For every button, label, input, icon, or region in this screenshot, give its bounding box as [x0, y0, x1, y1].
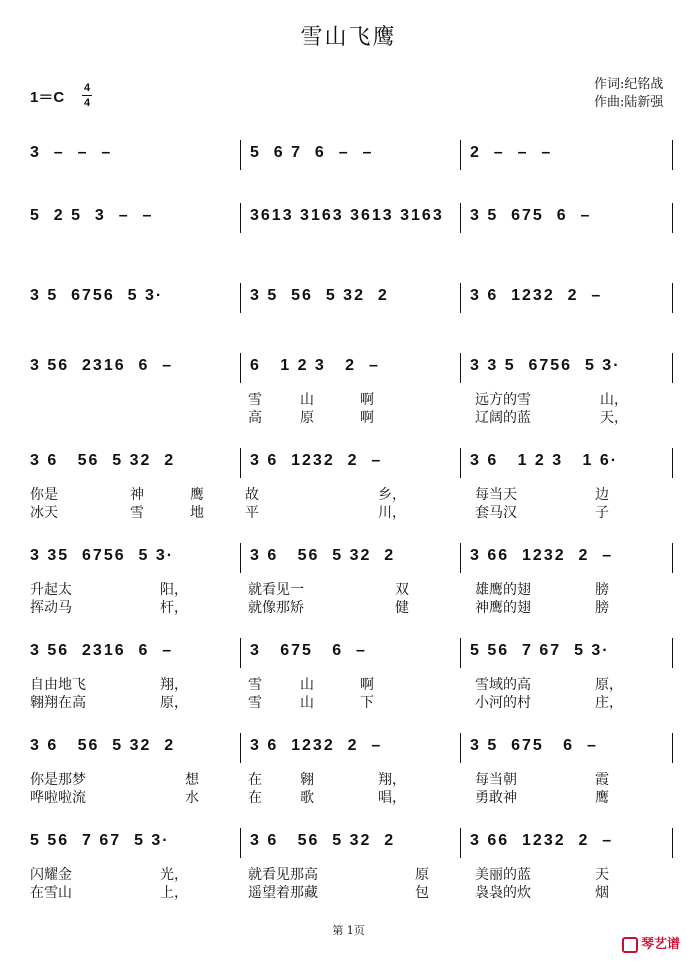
lyric-word: 原 — [300, 410, 314, 426]
lyric-word: 杆， — [160, 600, 188, 616]
lyric-word: 每当朝 — [475, 772, 517, 788]
barline — [240, 353, 241, 383]
lyric-word: 雄鹰的翅 — [475, 582, 531, 598]
measure-notes: 3 6 56 5 32 2 — [30, 452, 176, 469]
lyric-word: 原 — [415, 867, 429, 883]
lyric-word: 哗啦啦流 — [30, 790, 86, 806]
lyric-word: 健 — [395, 600, 409, 616]
lyric-word: 神鹰的翅 — [475, 600, 531, 616]
lyric-word: 雪 — [248, 677, 262, 693]
notation-line — [0, 638, 697, 664]
notation-line — [0, 733, 697, 759]
measure-notes: 3 5 675 6 – — [470, 737, 598, 754]
lyric-word: 翱 — [300, 772, 314, 788]
measure-notes: 3 66 1232 2 – — [470, 547, 614, 564]
lyric-word: 地 — [190, 505, 204, 521]
measure-notes: 2 – – – — [470, 144, 553, 161]
lyric-word: 川， — [378, 505, 406, 521]
measure-notes: 3 35 6756 5 3· — [30, 547, 175, 564]
measure-notes: 3 6 56 5 32 2 — [250, 547, 396, 564]
lyric-line — [0, 787, 697, 804]
lyric-word: 美丽的蓝 — [475, 867, 531, 883]
lyric-word: 翔， — [378, 772, 406, 788]
lyric-word: 你是那梦 — [30, 772, 86, 788]
lyric-word: 小河的村 — [475, 695, 531, 711]
lyric-word: 膀 — [595, 582, 609, 598]
lyric-line — [0, 484, 697, 501]
lyric-word: 膀 — [595, 600, 609, 616]
barline — [460, 353, 461, 383]
barline — [672, 733, 673, 763]
barline — [672, 203, 673, 233]
song-title: 雪山飞鹰 — [300, 25, 397, 50]
lyric-word: 啊 — [360, 677, 374, 693]
measure-notes: 5 56 7 67 5 3· — [30, 832, 170, 849]
barline — [460, 283, 461, 313]
lyric-line — [0, 769, 697, 786]
lyric-word: 冰天 — [30, 505, 58, 521]
lyric-line — [0, 579, 697, 596]
lyric-word: 挥动马 — [30, 600, 72, 616]
measure-notes: 3 5 6756 5 3· — [30, 287, 164, 304]
measure-notes: 3 6 1232 2 – — [250, 452, 383, 469]
lyric-word: 山 — [300, 695, 314, 711]
lyric-word: 烟 — [595, 885, 609, 901]
measure-notes: 3 6 1232 2 – — [470, 287, 603, 304]
notation-line — [0, 543, 697, 569]
brand-logo — [622, 933, 680, 953]
measure-notes: 3 56 2316 6 – — [30, 357, 174, 374]
time-signature — [82, 82, 92, 109]
lyric-word: 天， — [600, 410, 628, 426]
lyric-line — [0, 597, 697, 614]
lyric-word: 遥望着那藏 — [248, 885, 318, 901]
barline — [672, 543, 673, 573]
lyric-word: 远方的雪 — [475, 392, 531, 408]
lyric-word: 鹰 — [595, 790, 609, 806]
measure-notes: 6 1 2 3 2 – — [250, 357, 380, 374]
lyric-word: 故 — [245, 487, 259, 503]
barline — [460, 140, 461, 170]
barline — [240, 543, 241, 573]
lyric-word: 乡， — [378, 487, 406, 503]
lyric-word: 原， — [595, 677, 623, 693]
measure-notes: 3 6 56 5 32 2 — [250, 832, 396, 849]
lyric-word: 水 — [185, 790, 199, 806]
lyric-word: 升起太 — [30, 582, 72, 598]
time-denominator: 4 — [83, 97, 91, 109]
lyric-word: 下 — [360, 695, 374, 711]
barline — [672, 638, 673, 668]
barline — [460, 638, 461, 668]
lyric-word: 雪 — [248, 392, 262, 408]
notation-line — [0, 828, 697, 854]
lyric-word: 在雪山 — [30, 885, 72, 901]
measure-notes: 3 6 1232 2 – — [250, 737, 383, 754]
lyric-word: 双 — [395, 582, 409, 598]
lyric-word: 歌 — [300, 790, 314, 806]
key-signature: 1＝C — [30, 89, 65, 106]
notation-line — [0, 203, 697, 229]
lyric-word: 上， — [160, 885, 188, 901]
lyric-word: 原， — [160, 695, 188, 711]
barline — [672, 448, 673, 478]
barline — [240, 448, 241, 478]
barline — [240, 733, 241, 763]
notation-line — [0, 140, 697, 166]
composer: 作曲:陆新强 — [594, 95, 664, 110]
lyric-word: 庄， — [595, 695, 623, 711]
lyric-word: 你是 — [30, 487, 58, 503]
lyric-word: 勇敢神 — [475, 790, 517, 806]
lyric-word: 高 — [248, 410, 262, 426]
lyric-line — [0, 882, 697, 899]
time-numerator: 4 — [83, 82, 91, 94]
measure-notes: 3 5 56 5 32 2 — [250, 287, 389, 304]
page-number: 第 1页 — [332, 924, 365, 937]
brand-icon — [622, 937, 638, 953]
lyric-line — [0, 389, 697, 406]
lyric-line — [0, 502, 697, 519]
barline — [460, 733, 461, 763]
lyric-word: 边 — [595, 487, 609, 503]
brand-name: 琴艺谱 — [641, 936, 681, 951]
lyric-word: 想 — [185, 772, 199, 788]
lyric-line — [0, 864, 697, 881]
lyric-word: 山， — [600, 392, 628, 408]
lyric-word: 雪 — [130, 505, 144, 521]
lyric-word: 就看见那高 — [248, 867, 318, 883]
lyric-word: 闪耀金 — [30, 867, 72, 883]
lyric-word: 就像那矫 — [248, 600, 304, 616]
lyric-word: 阳， — [160, 582, 188, 598]
lyric-word: 啊 — [360, 392, 374, 408]
measure-notes: 5 56 7 67 5 3· — [470, 642, 610, 659]
lyricist: 作词:纪铭战 — [594, 77, 664, 92]
measure-notes: 3 675 6 – — [250, 642, 367, 659]
notation-line — [0, 283, 697, 309]
barline — [460, 448, 461, 478]
lyric-word: 光， — [160, 867, 188, 883]
lyric-word: 就看见一 — [248, 582, 304, 598]
credits — [594, 76, 663, 112]
lyric-word: 山 — [300, 677, 314, 693]
measure-notes: 3 56 2316 6 – — [30, 642, 174, 659]
notation-line — [0, 448, 697, 474]
lyric-word: 辽阔的蓝 — [475, 410, 531, 426]
lyric-word: 翔， — [160, 677, 188, 693]
barline — [240, 638, 241, 668]
lyric-word: 雪 — [248, 695, 262, 711]
lyric-word: 啊 — [360, 410, 374, 426]
measure-notes: 5 2 5 3 – – — [30, 207, 154, 224]
barline — [240, 140, 241, 170]
lyric-line — [0, 674, 697, 691]
lyric-word: 山 — [300, 392, 314, 408]
notation-line — [0, 353, 697, 379]
lyric-word: 在 — [248, 772, 262, 788]
lyric-line — [0, 407, 697, 424]
barline — [672, 353, 673, 383]
measure-notes: 3613 3163 3613 3163 — [250, 207, 444, 224]
lyric-word: 平 — [245, 505, 259, 521]
lyric-word: 唱， — [378, 790, 406, 806]
barline — [240, 203, 241, 233]
barline — [240, 828, 241, 858]
barline — [460, 203, 461, 233]
lyric-word: 鹰 — [190, 487, 204, 503]
barline — [460, 543, 461, 573]
lyric-word: 套马汉 — [475, 505, 517, 521]
measure-notes: 3 6 56 5 32 2 — [30, 737, 176, 754]
lyric-word: 霞 — [595, 772, 609, 788]
measure-notes: 3 – – – — [30, 144, 113, 161]
lyric-word: 包 — [415, 885, 429, 901]
barline — [672, 140, 673, 170]
measure-notes: 5 6 7 6 – – — [250, 144, 374, 161]
barline — [240, 283, 241, 313]
barline — [672, 828, 673, 858]
lyric-word: 自由地飞 — [30, 677, 86, 693]
measure-notes: 3 6 1 2 3 1 6· — [470, 452, 619, 469]
lyric-word: 子 — [595, 505, 609, 521]
measure-notes: 3 5 675 6 – — [470, 207, 592, 224]
lyric-word: 天 — [595, 867, 609, 883]
barline — [672, 283, 673, 313]
lyric-word: 在 — [248, 790, 262, 806]
lyric-word: 袅袅的炊 — [475, 885, 531, 901]
lyric-word: 翱翔在高 — [30, 695, 86, 711]
barline — [460, 828, 461, 858]
measure-notes: 3 3 5 6756 5 3· — [470, 357, 621, 374]
measure-notes: 3 66 1232 2 – — [470, 832, 614, 849]
lyric-line — [0, 692, 697, 709]
lyric-word: 雪域的高 — [475, 677, 531, 693]
lyric-word: 神 — [130, 487, 144, 503]
lyric-word: 每当天 — [475, 487, 517, 503]
